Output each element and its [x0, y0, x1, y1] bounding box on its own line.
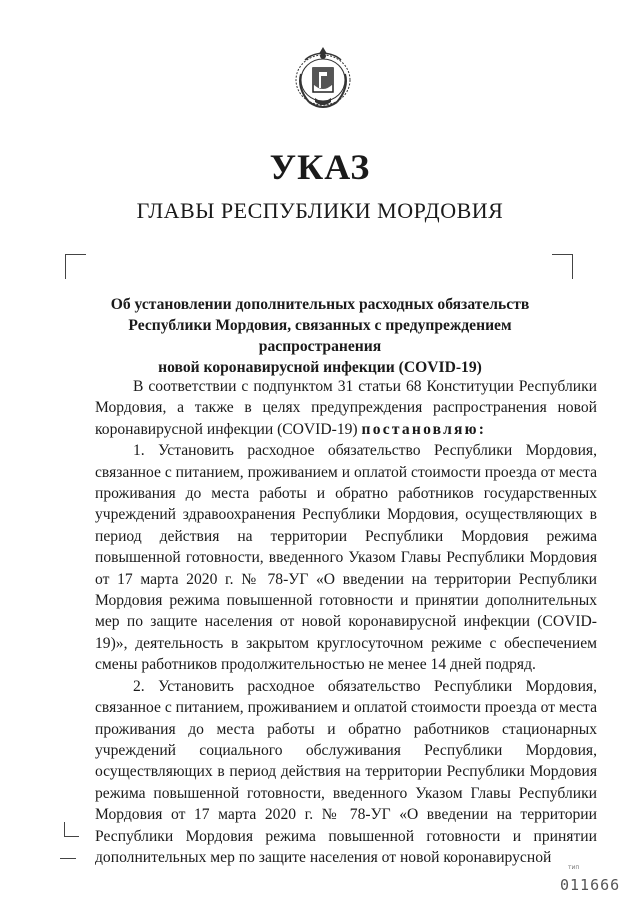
title-line: новой коронавирусной инфекции (COVID-19) — [158, 359, 482, 376]
document-type-heading: УКАЗ — [269, 147, 371, 187]
clause-2: 2. Установить расходное обязательство Республики Мордовия, связанное с питанием, проживанием и оплатой стоимости проезда от места проживания до места работы и обратно работников стационарных учреждений социального обслуживания Республики Мордовия, осуществляющих в период действия на территории Республики Мордовия режима повышенной готовности, введенного Указом Главы Республики Мордовия от 17 марта 2020 г. № 78-УГ «О введении на территории Республики Мордовия режима повышенной готовности и принятии дополнительных мер по защите населения от новой коронавирусной — [95, 677, 597, 866]
title-line: Об установлении дополнительных расходных обязательств — [110, 296, 530, 313]
page-number: 011666 — [560, 876, 621, 894]
print-mark: тип — [568, 864, 580, 871]
corner-mark-top-right — [552, 254, 573, 279]
title-line: Республики Мордовия, связанных с предупреждением распространения — [128, 317, 512, 355]
document-body — [95, 376, 597, 868]
margin-dash — [60, 858, 76, 859]
issuer-heading: ГЛАВЫ РЕСПУБЛИКИ МОРДОВИЯ — [136, 198, 504, 223]
corner-mark-top-left — [65, 254, 86, 279]
coat-of-arms-icon — [291, 44, 355, 114]
clause-1: 1. Установить расходное обязательство Республики Мордовия, связанное с питанием, проживанием и оплатой стоимости проезда от места проживания до места работы и обратно работников государственных учреждений здравоохранения Республики Мордовия, осуществляющих в период действия на территории Республики Мордовия режима повышенной готовности, введенного Указом Главы Республики Мордовия от 17 марта 2020 г. № 78-УГ «О введении на территории Республики Мордовия режима повышенной готовности и принятии дополнительных мер по защите населения от новой коронавирусной инфекции (COVID-19)», деятельность в закрытом круглосуточном режиме с обеспечением смены работников продолжительностью не менее 14 дней подряд. — [95, 442, 597, 674]
decree-word: постановляю: — [361, 420, 487, 438]
document-title — [100, 294, 540, 378]
intro-text: В соответствии с подпунктом 31 статьи 68 Конституции Республики Мордовия, а также в целях предупреждения распространения новой коронавирусной инфекции (COVID-19) — [95, 378, 597, 438]
intro-paragraph — [95, 376, 597, 440]
corner-mark-bottom-left — [64, 822, 79, 837]
